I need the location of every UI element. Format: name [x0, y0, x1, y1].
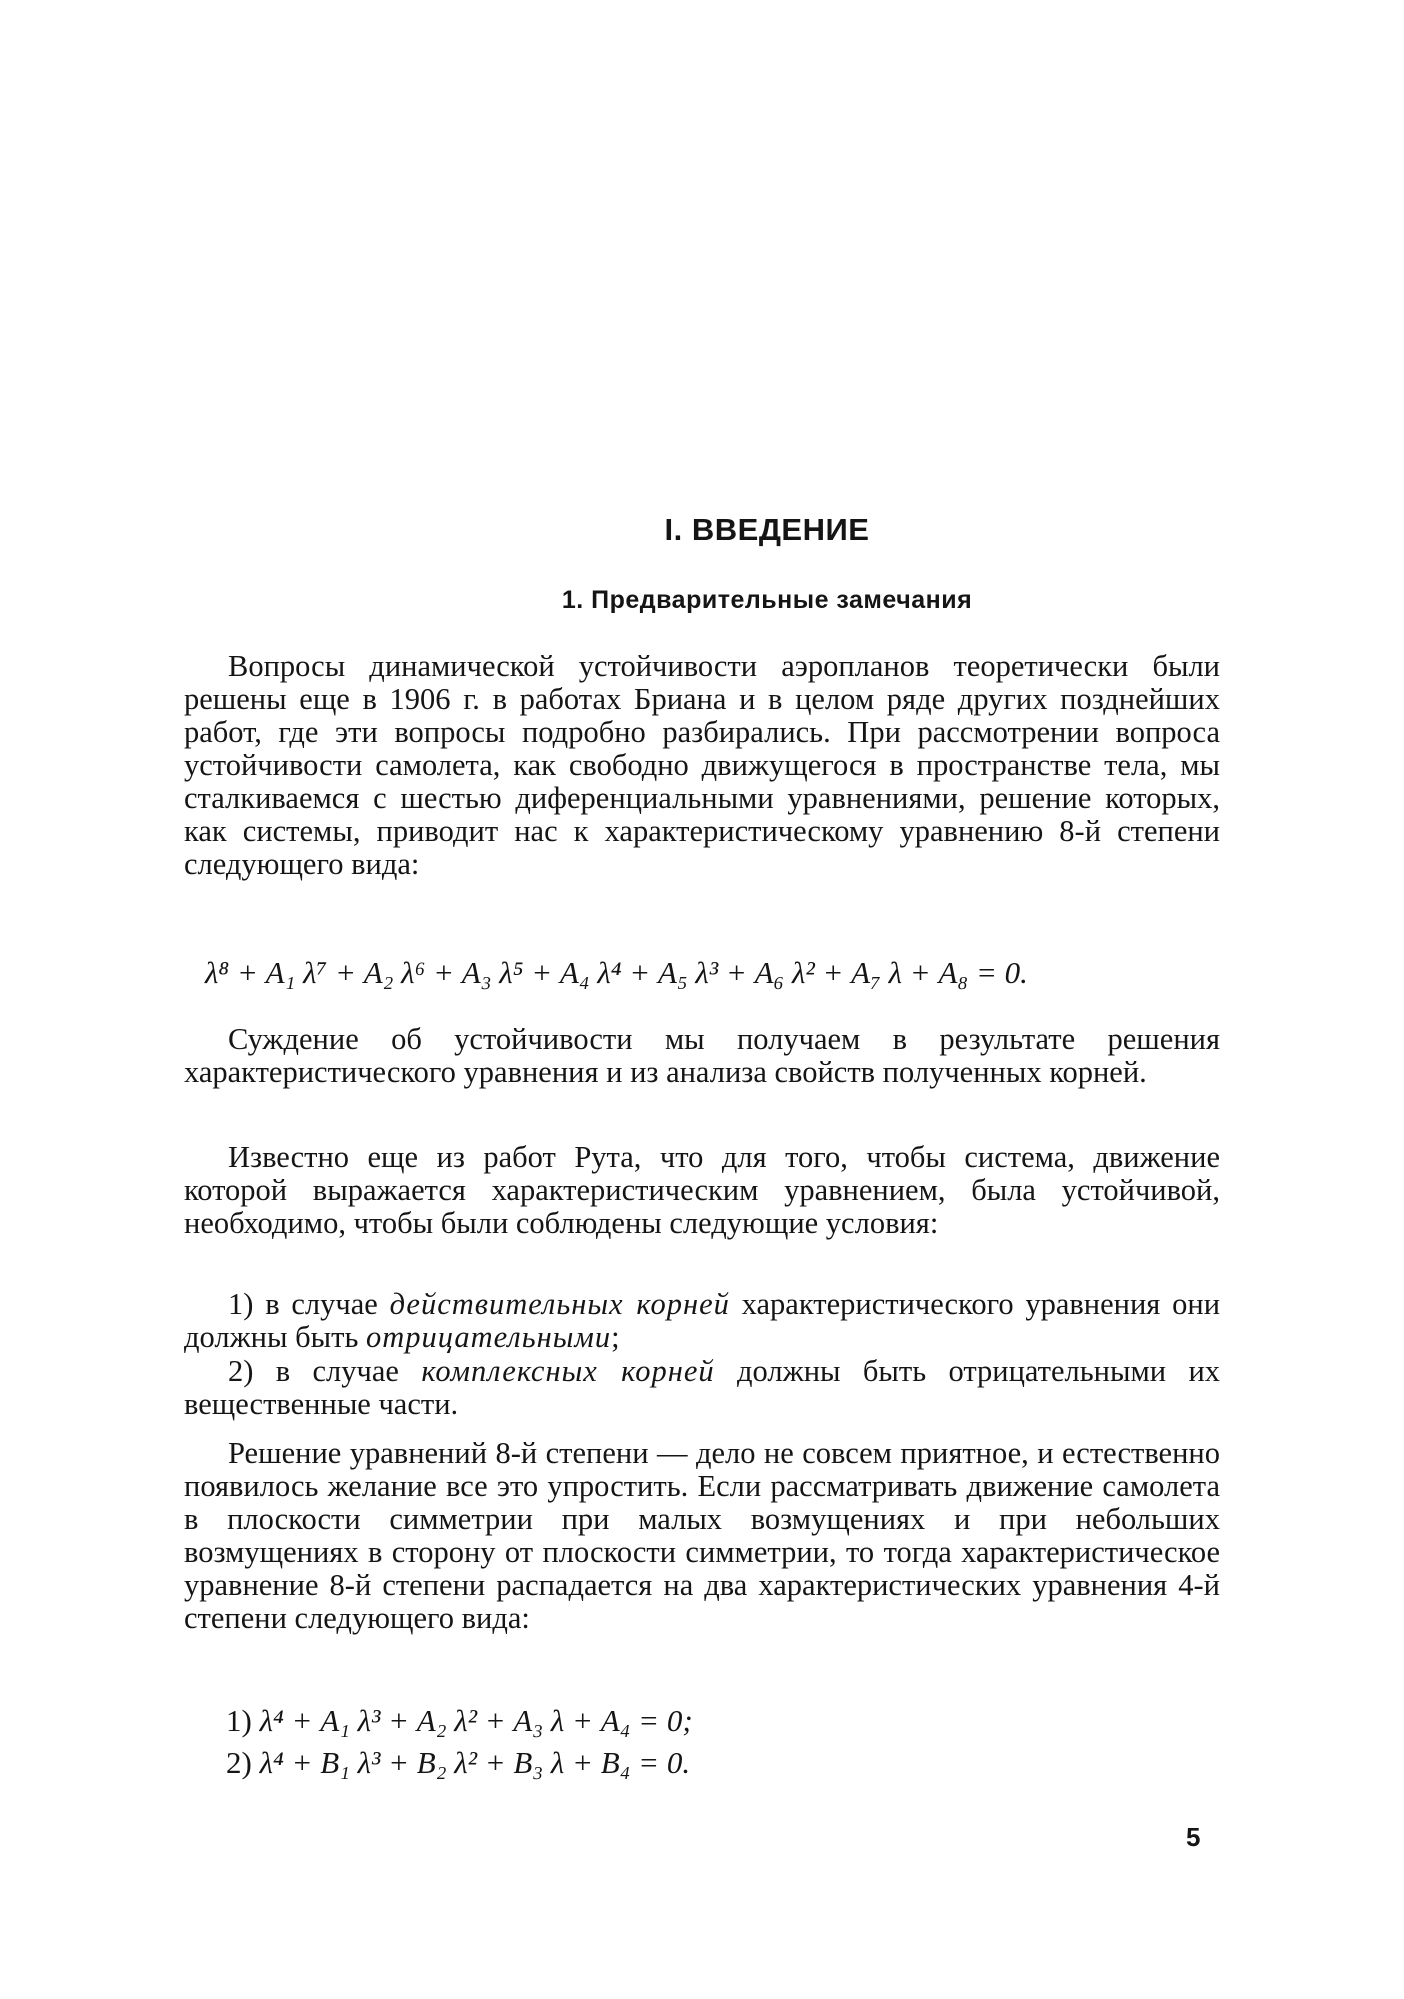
paragraph-text: Решение уравнений 8-й степени — дело не совсем приятное, и естественно появилось желание все это упростить. Если рассматривать движение самолета в плоскости симметрии при малых возмущениях и при небольших возмущениях в сторону от плоскости симметрии, то тогда характеристическое уравнение 8-й степени распадается на два характеристических уравнения 4-й степени следующего вида:	[184, 1436, 1220, 1635]
section-title: 1. Предварительные замечания	[561, 586, 973, 614]
condition-emphasis: комплексных корней	[421, 1354, 715, 1388]
paragraph-text: Суждение об устойчивости мы получаем в результате решения характеристического уравнения и из анализа свойств полученных корней.	[184, 1022, 1220, 1089]
characteristic-equation-8th-degree: λ⁸ + A₁ λ⁷ + A₂ λ⁶ + A₃ λ⁵ + A₄ λ⁴ + A₅ λ³ + A₆ λ² + A₇ λ + A₈ = 0.	[205, 955, 1028, 990]
paragraph-stability-judgement	[184, 1023, 1220, 1089]
condition-text	[184, 1355, 1220, 1421]
equation-label: 1)	[226, 1703, 252, 1738]
equation-body: λ⁴ + A₁ λ³ + A₂ λ² + A₃ λ + A₄ = 0;	[259, 1703, 693, 1738]
condition-emphasis: отрицательными	[365, 1320, 612, 1354]
paragraph-routh-conditions	[184, 1141, 1220, 1240]
characteristic-equations-4th-degree	[226, 1700, 693, 1784]
condition-suffix: должны быть отрицательными их вещественные части.	[184, 1354, 1221, 1421]
page-number: 5	[1186, 1822, 1201, 1852]
condition-text	[184, 1288, 1220, 1354]
paragraph-text: Вопросы динамической устойчивости аэропланов теоретически были решены еще в 1906 г. в работах Бриана и в целом ряде других позднейших работ, где эти вопросы подробно разбирались. При рассмотрении вопроса устойчивости самолета, как свободно движущегося в пространстве тела, мы сталкиваемся с шестью диференциальными уравнениями, решение которых, как системы, приводит нас к характеристическому уравнению 8-й степени следующего вида:	[184, 649, 1220, 881]
condition-emphasis: действительных корней	[389, 1287, 730, 1321]
paragraph-intro	[184, 650, 1220, 881]
condition-mid: характеристического уравнения они должны быть	[184, 1287, 1221, 1354]
equation-line-2	[226, 1742, 693, 1784]
condition-prefix: 2) в случае	[228, 1354, 399, 1388]
condition-suffix: ;	[611, 1320, 620, 1354]
equation-label: 2)	[226, 1745, 252, 1780]
chapter-title: I. ВВЕДЕНИЕ	[664, 512, 870, 547]
paragraph-text: Известно еще из работ Рута, что для того, чтобы система, движение которой выражается характеристическим уравнением, была устойчивой, необходимо, чтобы были соблюдены следующие условия:	[184, 1140, 1220, 1240]
condition-prefix: 1) в случае	[228, 1287, 378, 1321]
condition-item-1	[184, 1288, 1220, 1354]
paragraph-simplification	[184, 1437, 1220, 1635]
equation-line-1	[226, 1700, 693, 1742]
condition-item-2	[184, 1355, 1220, 1421]
equation-body: λ⁴ + B₁ λ³ + B₂ λ² + B₃ λ + B₄ = 0.	[259, 1745, 691, 1780]
